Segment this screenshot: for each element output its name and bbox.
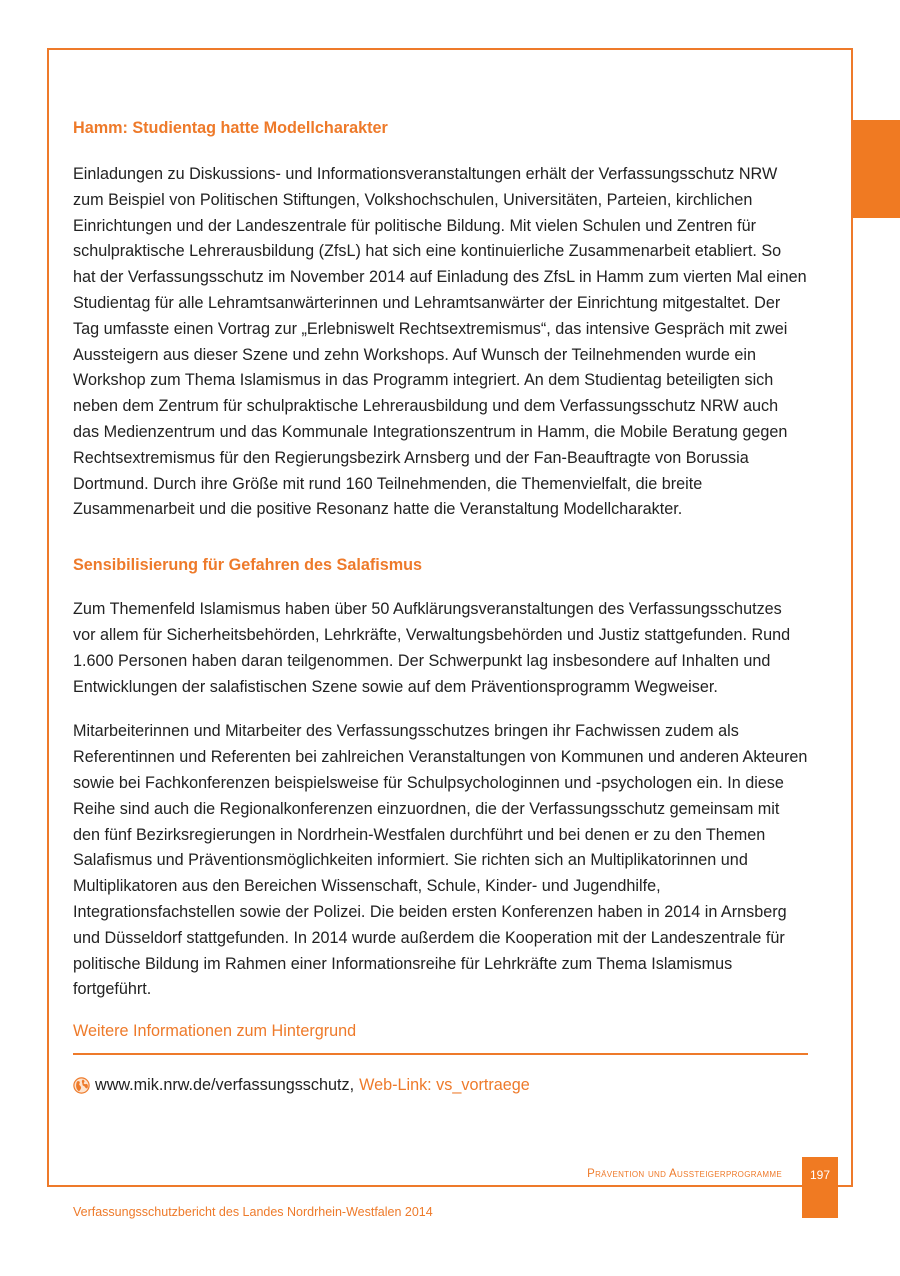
paragraph-salafismus-1: Zum Themenfeld Islamismus haben über 50 Aufklärungsveranstaltungen des Verfassungsschutzes vor allem für Sicherheitsbehörden, Lehrkräfte, Verwaltungsbehörden und Justiz stattgefunden. Rund 1.600 Personen haben daran teilgenommen. Der Schwerpunkt lag insbesondere auf Inhalten und Entwicklungen der salafistischen Szene sowie auf dem Präventionsprogramm Wegweiser. [73, 600, 791, 696]
page-number-box [802, 1157, 838, 1218]
main-content [73, 116, 808, 1097]
running-section-label [587, 1167, 782, 1181]
url-text: www.mik.nrw.de/verfassungsschutz, [95, 1076, 355, 1095]
more-info-heading: Weitere Informationen zum Hintergrund [73, 1019, 808, 1055]
section-heading-salafismus: Sensibilisierung für Gefahren des Salafismus [73, 556, 423, 575]
web-link[interactable]: Web-Link: vs_vortraege [359, 1076, 530, 1095]
publication-footer: Verfassungsschutzbericht des Landes Nordrhein-Westfalen 2014 [73, 1205, 433, 1219]
section-label-text: Prävention und Aussteigerprogramme [587, 1168, 782, 1180]
link-row [73, 1073, 808, 1097]
paragraph-hamm: Einladungen zu Diskussions- und Informationsveranstaltungen erhält der Verfassungsschutz NRW zum Beispiel von Politischen Stiftungen, Volkshochschulen, Universitäten, Parteien, kirchlichen Einrichtungen und der Landeszentrale für politische Bildung. Mit vielen Schulen und Zentren für schulpraktische Lehrerausbildung (ZfsL) hat sich eine kontinuierliche Zusammenarbeit etabliert. So hat der Verfassungsschutz im November 2014 auf Einladung des ZfsL in Hamm zum vierten Mal einen Studientag für alle Lehramtsanwärterinnen und Lehramtsanwärter der Einrichtung mitgestaltet. Der Tag umfasste einen Vortrag zur „Erlebniswelt Rechtsextremismus“, das intensive Gespräch mit zwei Aussteigern aus dieser Szene und zehn Workshops. Auf Wunsch der Teilnehmenden wurde ein Workshop zum Thema Islamismus in das Programm integriert. An dem Studientag beteiligten sich neben dem Zentrum für schulpraktische Lehrerausbildung und dem Verfassungsschutz NRW auch das Medienzentrum und das Kommunale Integrationszentrum in Hamm, die Mobile Beratung gegen Rechtsextremismus für den Regierungsbezirk Arnsberg und der Fan-Beauftragte von Borussia Dortmund. Durch ihre Größe mit rund 160 Teilnehmenden, die Themenvielfalt, die breite Zusammenarbeit und die positive Resonanz hatte die Veranstaltung Modellcharakter. [73, 165, 807, 519]
chapter-side-tab [853, 120, 900, 218]
paragraph-salafismus-2: Mitarbeiterinnen und Mitarbeiter des Verfassungsschutzes bringen ihr Fachwissen zudem als Referentinnen und Referenten bei zahlreichen Veranstaltungen von Kommunen und anderen Akteuren sowie bei Fachkonferenzen beispielsweise für Schulpsychologinnen und -psychologen ein. In diese Reihe sind auch die Regionalkonferenzen einzuordnen, die der Verfassungsschutz gemeinsam mit den fünf Bezirksregierungen in Nordrhein-Westfalen durchführt und bei denen er zu den Themen Salafismus und Präventionsmöglichkeiten informiert. Sie richten sich an Multiplikatorinnen und Multiplikatoren aus den Bereichen Wissenschaft, Schule, Kinder- und Jugendhilfe, Integrationsfachstellen sowie der Polizei. Die beiden ersten Konferenzen haben in 2014 in Arnsberg und Düsseldorf stattgefunden. In 2014 wurde außerdem die Kooperation mit der Landeszentrale für politische Bildung im Rahmen einer Informationsreihe für Lehrkräfte zum Thema Islamismus fortgeführt. [73, 722, 808, 999]
globe-icon [73, 1077, 90, 1094]
page-number: 197 [809, 1168, 831, 1182]
section-heading-hamm: Hamm: Studientag hatte Modellcharakter [73, 119, 388, 137]
